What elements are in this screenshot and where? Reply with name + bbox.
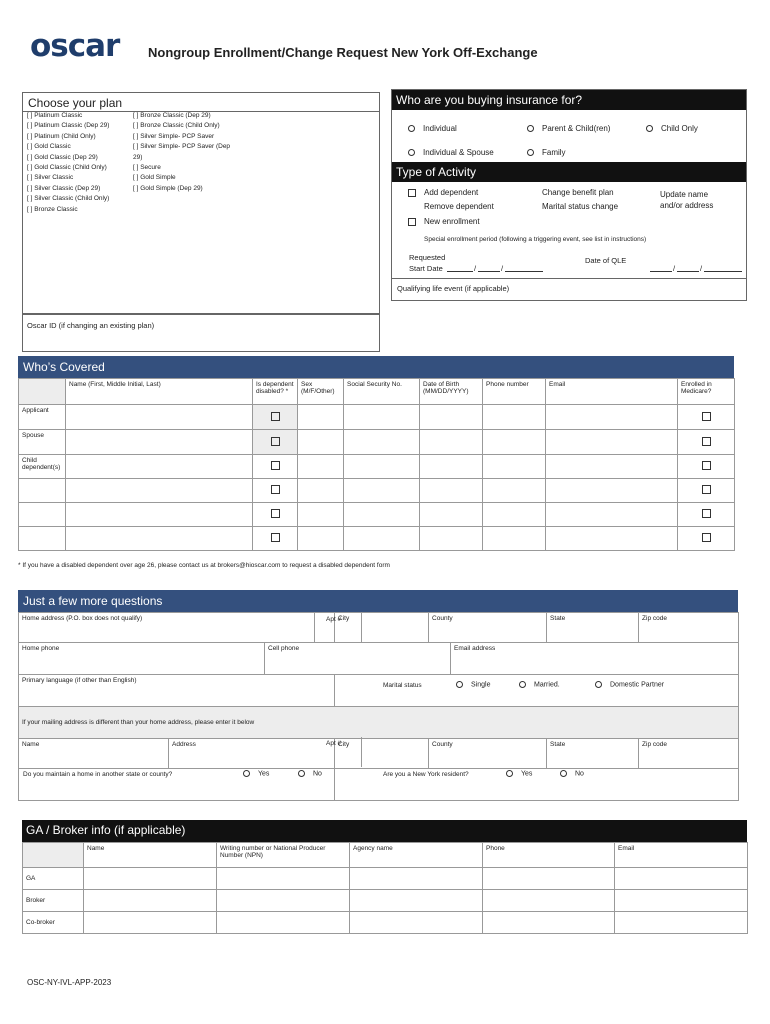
plan-option: 29) bbox=[133, 153, 143, 161]
plan-option[interactable]: [ ] Platinum (Child Only) bbox=[27, 132, 96, 140]
broker-table bbox=[22, 842, 748, 934]
update-name-label[interactable]: Update name and/or address bbox=[660, 190, 714, 210]
start-date-label: Start Date bbox=[409, 264, 443, 273]
table-row bbox=[19, 479, 735, 503]
remove-dependent-label[interactable]: Remove dependent bbox=[424, 202, 494, 211]
add-dependent-option[interactable]: Add dependent bbox=[408, 188, 478, 197]
plan-option[interactable]: [ ] Gold Classic (Dep 29) bbox=[27, 153, 98, 161]
option-child-only[interactable]: Child Only bbox=[646, 124, 698, 133]
checkbox-icon[interactable] bbox=[271, 509, 280, 518]
col-medicare: Enrolled in Medicare? bbox=[678, 379, 735, 405]
option-family[interactable]: Family bbox=[527, 148, 566, 157]
radio-icon[interactable] bbox=[527, 125, 534, 132]
cell-phone-field[interactable]: Cell phone bbox=[265, 643, 451, 675]
row-label: Applicant bbox=[19, 405, 66, 430]
home-address-field[interactable]: Home address (P.O. box does not qualify) bbox=[19, 613, 315, 643]
row-label bbox=[19, 527, 66, 551]
start-day-line[interactable] bbox=[478, 271, 500, 272]
partner-option[interactable]: Domestic Partner bbox=[595, 681, 664, 688]
buying-for-heading: Who are you buying insurance for? bbox=[392, 90, 746, 110]
radio-icon[interactable] bbox=[506, 770, 513, 777]
col-disabled: Is dependent disabled? * bbox=[253, 379, 298, 405]
single-option[interactable]: Single bbox=[456, 681, 490, 688]
language-field[interactable]: Primary language (if other than English) bbox=[19, 675, 335, 707]
mail-county-field[interactable]: County bbox=[429, 739, 547, 769]
col-name: Name (First, Middle Initial, Last) bbox=[66, 379, 253, 405]
plan-option[interactable]: [ ] Silver Classic (Child Only) bbox=[27, 195, 110, 203]
checkbox-icon[interactable] bbox=[271, 485, 280, 494]
table-row bbox=[19, 527, 735, 551]
row-label bbox=[19, 503, 66, 527]
table-row bbox=[23, 912, 748, 934]
table-row bbox=[19, 455, 735, 479]
other-home-yes[interactable]: Yes bbox=[243, 770, 269, 777]
col-broker-name: Name bbox=[84, 843, 217, 868]
plan-option[interactable]: [ ] Bronze Classic (Child Only) bbox=[133, 122, 220, 130]
row-label: Broker bbox=[23, 890, 84, 912]
mail-state-field[interactable]: State bbox=[547, 739, 639, 769]
option-parent-child[interactable]: Parent & Child(ren) bbox=[527, 124, 610, 133]
plan-option[interactable]: [ ] Platinum Classic bbox=[27, 112, 83, 119]
row-label: Co-broker bbox=[23, 912, 84, 934]
row-label: Spouse bbox=[19, 430, 66, 455]
checkbox-icon[interactable] bbox=[702, 509, 711, 518]
apt-label: Apt # bbox=[326, 616, 342, 623]
oscar-id-label: Oscar ID (if changing an existing plan) bbox=[27, 321, 155, 330]
table-row bbox=[19, 405, 735, 430]
row-label: GA bbox=[23, 868, 84, 890]
plan-list-left bbox=[27, 111, 132, 215]
married-option[interactable]: Married. bbox=[519, 681, 560, 688]
county-field[interactable]: County bbox=[429, 613, 547, 643]
oscar-logo: oscar bbox=[30, 28, 120, 64]
plan-option[interactable]: [ ] Gold Classic (Child Only) bbox=[27, 164, 107, 172]
col-phone: Phone number bbox=[483, 379, 546, 405]
qle-label[interactable]: Qualifying life event (if applicable) bbox=[397, 284, 510, 293]
col-email: Email bbox=[546, 379, 678, 405]
plan-option[interactable]: [ ] Silver Simple- PCP Saver bbox=[133, 132, 215, 140]
checkbox-icon[interactable] bbox=[702, 533, 711, 542]
other-home-no[interactable]: No bbox=[298, 770, 322, 777]
checkbox-icon[interactable] bbox=[702, 485, 711, 494]
form-code: OSC-NY-IVL-APP-2023 bbox=[27, 978, 112, 987]
radio-icon[interactable] bbox=[519, 681, 526, 688]
plan-option[interactable]: [ ] Bronze Classic (Dep 29) bbox=[133, 112, 211, 119]
checkbox-icon[interactable] bbox=[702, 461, 711, 470]
col-dob: Date of Birth (MM/DD/YYYY) bbox=[420, 379, 483, 405]
col-broker-phone: Phone bbox=[483, 843, 615, 868]
special-enrollment-label: Special enrollment period (following a triggering event, see list in instructions) bbox=[424, 236, 647, 243]
start-year-line[interactable] bbox=[505, 271, 543, 272]
choose-plan-section bbox=[22, 92, 380, 314]
table-row bbox=[19, 430, 735, 455]
date-qle-label: Date of QLE bbox=[585, 256, 627, 265]
checkbox-icon[interactable] bbox=[271, 437, 280, 446]
plan-list-right bbox=[133, 111, 243, 194]
broker-heading: GA / Broker info (if applicable) bbox=[22, 820, 747, 842]
table-row bbox=[23, 868, 748, 890]
marital-label: Marital status bbox=[383, 682, 422, 689]
state-field[interactable]: State bbox=[547, 613, 639, 643]
plan-option[interactable]: [ ] Silver Classic bbox=[27, 174, 74, 182]
row-label bbox=[19, 479, 66, 503]
mail-apt-label: Apt # bbox=[326, 740, 342, 747]
col-agency: Agency name bbox=[350, 843, 483, 868]
marital-change-label[interactable]: Marital status change bbox=[542, 202, 619, 211]
oscar-id-field[interactable] bbox=[22, 314, 380, 352]
mail-zip-field[interactable]: Zip code bbox=[639, 739, 739, 769]
checkbox-icon[interactable] bbox=[271, 412, 280, 421]
covered-heading: Who’s Covered bbox=[18, 356, 734, 378]
checkbox-icon[interactable] bbox=[271, 533, 280, 542]
radio-icon[interactable] bbox=[560, 770, 567, 777]
radio-icon[interactable] bbox=[527, 149, 534, 156]
col-npn: Writing number or National Producer Number (NPN) bbox=[217, 843, 350, 868]
radio-icon[interactable] bbox=[408, 125, 415, 132]
radio-icon[interactable] bbox=[456, 681, 463, 688]
ny-no[interactable]: No bbox=[560, 770, 584, 777]
ny-resident-label: Are you a New York resident? bbox=[383, 771, 469, 778]
qle-day-line[interactable] bbox=[677, 271, 699, 272]
other-home-label: Do you maintain a home in another state or county? bbox=[23, 771, 173, 778]
mail-address-field[interactable]: Address bbox=[169, 739, 335, 769]
checkbox-icon[interactable] bbox=[702, 412, 711, 421]
qle-month-line[interactable] bbox=[650, 271, 672, 272]
buying-for-section: Who are you buying insurance for? Individual Parent & Child(ren) Child Only Individual & Spouse Family Type of Activity Add dependent Remove dependent Change benefit plan Marital status change Update name and/or address New enrollment Special enrollment period (following a triggering event, see list in instructions) Requested Start Date / / Date of QLE / / Qualifying life event (if applicable) bbox=[391, 89, 747, 301]
col-broker-email: Email bbox=[615, 843, 748, 868]
checkbox-icon[interactable] bbox=[408, 189, 416, 197]
plan-option[interactable]: [ ] Gold Simple bbox=[133, 174, 176, 182]
plan-option[interactable]: [ ] Bronze Classic bbox=[27, 205, 78, 213]
table-row bbox=[23, 890, 748, 912]
apt-field[interactable]: City bbox=[335, 613, 429, 643]
col-ssn: Social Security No. bbox=[344, 379, 420, 405]
zip-field[interactable]: Zip code bbox=[639, 613, 739, 643]
qle-year-line[interactable] bbox=[704, 271, 742, 272]
col-sex: Sex (M/F/Other) bbox=[298, 379, 344, 405]
activity-heading: Type of Activity bbox=[392, 162, 746, 182]
plan-option[interactable]: [ ] Secure bbox=[133, 164, 161, 172]
covered-table bbox=[18, 378, 735, 551]
home-phone-field[interactable]: Home phone bbox=[19, 643, 265, 675]
checkbox-icon[interactable] bbox=[408, 218, 416, 226]
choose-plan-heading: Choose your plan bbox=[23, 93, 379, 112]
plan-option[interactable]: [ ] Silver Classic (Dep 29) bbox=[27, 184, 101, 192]
page-title: Nongroup Enrollment/Change Request New York Off-Exchange bbox=[148, 45, 538, 60]
plan-option[interactable]: [ ] Silver Simple- PCP Saver (Dep bbox=[133, 143, 231, 151]
checkbox-icon[interactable] bbox=[702, 437, 711, 446]
new-enrollment-option[interactable]: New enrollment bbox=[408, 217, 480, 226]
marital-status-row bbox=[335, 675, 739, 707]
checkbox-icon[interactable] bbox=[271, 461, 280, 470]
requested-label: Requested bbox=[409, 253, 446, 262]
questions-heading: Just a few more questions bbox=[18, 590, 738, 612]
radio-icon[interactable] bbox=[595, 681, 602, 688]
plan-option[interactable]: [ ] Gold Simple (Dep 29) bbox=[133, 184, 203, 192]
mail-name-field[interactable]: Name bbox=[19, 739, 169, 769]
email-field[interactable]: Email address bbox=[451, 643, 739, 675]
radio-icon[interactable] bbox=[408, 149, 415, 156]
start-month-line[interactable] bbox=[447, 271, 473, 272]
option-individual-spouse[interactable]: Individual & Spouse bbox=[408, 148, 494, 157]
table-row bbox=[19, 503, 735, 527]
option-individual[interactable]: Individual bbox=[408, 124, 457, 133]
plan-option[interactable]: [ ] Platinum Classic (Dep 29) bbox=[27, 122, 110, 130]
radio-icon[interactable] bbox=[298, 770, 305, 777]
disabled-footnote: * If you have a disabled dependent over age 26, please contact us at brokers@hioscar.com to request a disabled dependent form bbox=[18, 562, 390, 569]
change-plan-label[interactable]: Change benefit plan bbox=[542, 188, 614, 197]
row-label: Child dependent(s) bbox=[19, 455, 66, 479]
radio-icon[interactable] bbox=[243, 770, 250, 777]
mailing-note: If your mailing address is different than your home address, please enter it below bbox=[19, 707, 739, 739]
mail-city-field[interactable]: City bbox=[335, 739, 429, 769]
ny-yes[interactable]: Yes bbox=[506, 770, 532, 777]
radio-icon[interactable] bbox=[646, 125, 653, 132]
plan-option[interactable]: [ ] Gold Classic bbox=[27, 143, 71, 151]
